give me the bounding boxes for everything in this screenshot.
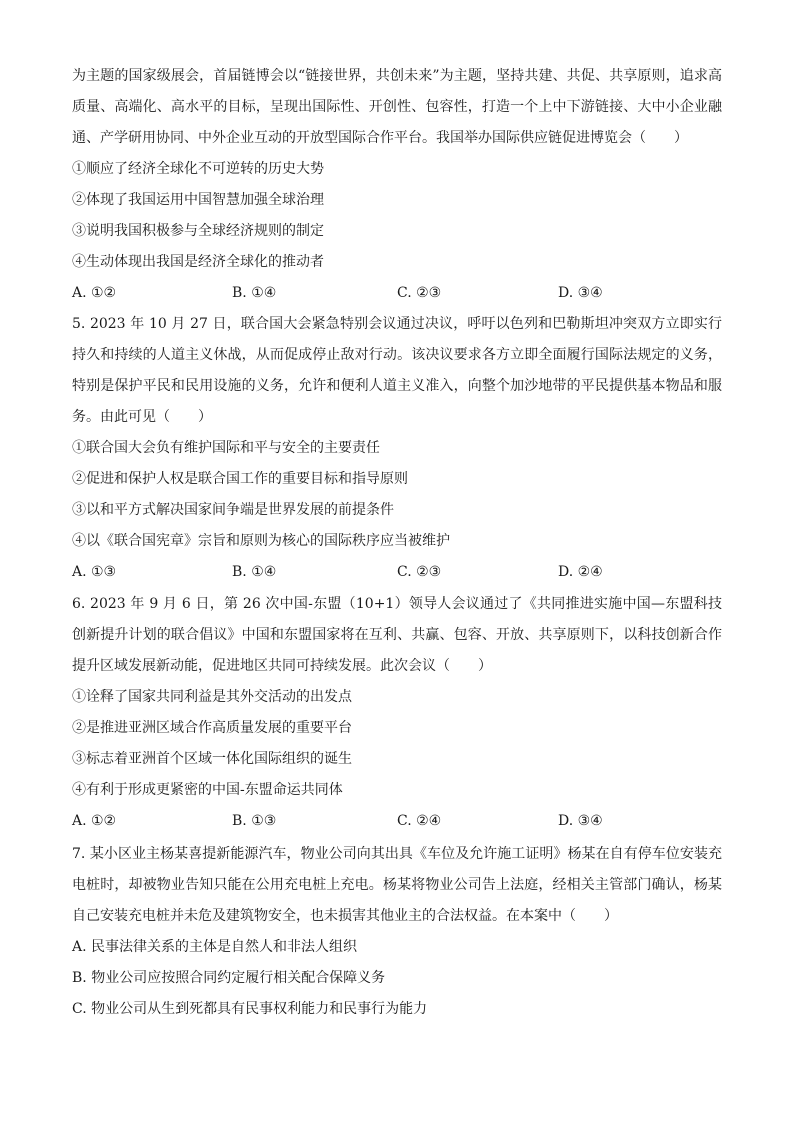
option-c: C. ②④ [397, 813, 442, 829]
question-6 [72, 589, 722, 837]
question-5-stem: 5. 2023 年 10 月 27 日，联合国大会紧急特别会议通过决议，呼吁以色列和巴勒斯坦冲突双方立即实行持久和持续的人道主义休战，从而促成停止敌对行动。该决议要求各方立即全面履行国际法规定的义务，特别是保护平民和民用设施的义务，允许和便利人道主义准入，向整个加沙地带的平民提供基本物品和服务。由此可见（ ） [72, 316, 722, 425]
option-d: D. ②④ [558, 564, 603, 580]
option-c: C. ②③ [397, 285, 442, 301]
question-7-stem: 7. 某小区业主杨某喜提新能源汽车，物业公司向其出具《车位及允许施工证明》杨某在自有停车位安装充电桩时，却被物业告知只能在公用充电桩上充电。杨某将物业公司告上法庭，经相关主管部门确认，杨某自己安装充电桩并未危及建筑物安全，也未损害其他业主的合法权益。在本案中（ ） [72, 846, 722, 924]
statement: ④以《联合国宪章》宗旨和原则为核心的国际秩序应当被维护 [72, 533, 450, 549]
statement: ③以和平方式解决国家间争端是世界发展的前提条件 [72, 502, 394, 518]
statement: ②是推进亚洲区域合作高质量发展的重要平台 [72, 720, 352, 736]
question-4-stem: 为主题的国家级展会，首届链博会以“链接世界，共创未来”为主题，坚持共建、共促、共享原则，追求高质量、高端化、高水平的目标，呈现出国际性、开创性、包容性，打造一个上中下游链接、大中小企业融通、产学研用协同、中外企业互动的开放型国际合作平台。我国举办国际供应链促进博览会（ ） [72, 68, 722, 146]
option-a: A. 民事法律关系的主体是自然人和非法人组织 [72, 939, 358, 955]
answer-options [72, 278, 722, 309]
question-6-stem: 6. 2023 年 9 月 6 日，第 26 次中国-东盟（10+1）领导人会议通过了《共同推进实施中国—东盟科技创新提升计划的联合倡议》中国和东盟国家将在互利、共赢、包容、开放、共享原则下，以科技创新合作提升区域发展新动能，促进地区共同可持续发展。此次会议（ ） [72, 596, 722, 674]
option-b: B. ①③ [232, 813, 277, 829]
statement: ①联合国大会负有维护国际和平与安全的主要责任 [72, 440, 380, 456]
option-a: A. ①③ [72, 564, 117, 580]
statement: ④有利于形成更紧密的中国-东盟命运共同体 [72, 782, 343, 798]
question-4 [72, 61, 722, 309]
option-b: B. 物业公司应按照合同约定履行相关配合保障义务 [72, 970, 386, 986]
option-b: B. ①④ [232, 564, 277, 580]
statement: ④生动体现出我国是经济全球化的推动者 [72, 254, 324, 270]
answer-options [72, 557, 722, 588]
statement: ②体现了我国运用中国智慧加强全球治理 [72, 192, 324, 208]
statement: ③说明我国积极参与全球经济规则的制定 [72, 223, 324, 239]
option-b: B. ①④ [232, 285, 277, 301]
option-a: A. ①② [72, 813, 117, 829]
statement: ①顺应了经济全球化不可逆转的历史大势 [72, 161, 324, 177]
statement: ②促进和保护人权是联合国工作的重要目标和指导原则 [72, 471, 408, 487]
statement: ①诠释了国家共同利益是其外交活动的出发点 [72, 689, 352, 705]
option-c: C. 物业公司从生到死都具有民事权利能力和民事行为能力 [72, 1001, 428, 1017]
answer-options [72, 806, 722, 837]
option-d: D. ③④ [558, 285, 603, 301]
option-d: D. ③④ [558, 813, 603, 829]
option-a: A. ①② [72, 285, 117, 301]
question-7 [72, 839, 722, 1025]
option-c: C. ②③ [397, 564, 442, 580]
question-5 [72, 309, 722, 588]
statement: ③标志着亚洲首个区域一体化国际组织的诞生 [72, 751, 352, 767]
